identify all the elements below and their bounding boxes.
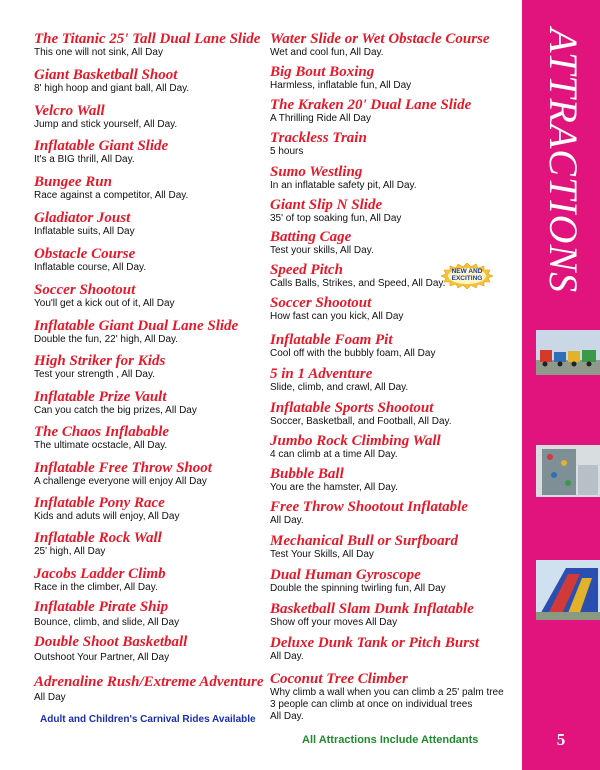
attraction-description: Test Your Skills, All Day: [270, 549, 374, 560]
attraction-item: [270, 400, 510, 428]
attraction-item: [34, 566, 266, 594]
attraction-description: Why climb a wall when you can climb a 25' palm tree: [270, 687, 504, 698]
attraction-item: [270, 130, 510, 158]
attraction-item: [270, 197, 510, 225]
attraction-title: Gladiator Joust: [34, 210, 131, 226]
badge-text: [441, 268, 493, 282]
attraction-title: The Chaos Inflabable: [34, 424, 170, 440]
attraction-description: Race against a competitor, All Day.: [34, 190, 189, 201]
attraction-description: Jump and stick yourself, All Day.: [34, 119, 178, 130]
sidebar-title: ATTRACTIONS: [541, 28, 586, 294]
slide-photo: [536, 560, 600, 620]
attraction-title: Trackless Train: [270, 130, 367, 146]
attraction-description: The ultimate ocstacle, All Day.: [34, 440, 168, 451]
attraction-item: [270, 499, 510, 527]
attraction-description: Double the fun, 22' high, All Day.: [34, 334, 179, 345]
attraction-title: Sumo Westling: [270, 164, 363, 180]
attraction-item: [270, 366, 510, 394]
page-number: 5: [556, 730, 566, 749]
attraction-description: Race in the climber, All Day.: [34, 582, 158, 593]
attraction-item: [34, 460, 266, 488]
attraction-title: Coconut Tree Climber: [270, 671, 408, 687]
attraction-title: The Kraken 20' Dual Lane Slide: [270, 97, 472, 113]
attraction-title: Giant Basketball Shoot: [34, 67, 178, 83]
attraction-title: Speed Pitch: [270, 262, 343, 278]
attraction-item: [34, 282, 266, 310]
attraction-title: Jumbo Rock Climbing Wall: [270, 433, 441, 449]
attraction-title: Inflatable Pony Race: [34, 495, 165, 511]
attraction-description: Inflatable course, All Day.: [34, 262, 147, 273]
sidebar: [522, 0, 600, 770]
attraction-description: Harmless, inflatable fun, All Day: [270, 80, 412, 91]
attraction-title: Free Throw Shootout Inflatable: [270, 499, 468, 515]
attraction-title: The Titanic 25' Tall Dual Lane Slide: [34, 31, 261, 47]
attraction-item: [34, 599, 266, 629]
attraction-title: Inflatable Rock Wall: [34, 530, 162, 546]
attraction-title: Bungee Run: [34, 174, 112, 190]
badge-line-2: EXCITING: [451, 275, 483, 282]
attraction-description: In an inflatable safety pit, All Day.: [270, 180, 417, 191]
attraction-item: [34, 138, 266, 166]
attraction-item: [270, 533, 510, 561]
attraction-item: [270, 433, 510, 461]
new-and-exciting-badge: [441, 263, 493, 289]
attraction-description: Test your strength , All Day.: [34, 369, 155, 380]
attraction-description: You'll get a kick out of it, All Day: [34, 298, 175, 309]
attraction-title: Inflatable Prize Vault: [34, 389, 167, 405]
attraction-description: Cool off with the bubbly foam, All Day: [270, 348, 436, 359]
attraction-description: 8' high hoop and giant ball, All Day.: [34, 83, 190, 94]
rock-wall-photo: [536, 445, 600, 497]
attraction-item: [34, 246, 266, 274]
attraction-title: Inflatable Giant Slide: [34, 138, 169, 154]
attraction-description: Outshoot Your Partner, All Day: [34, 652, 170, 663]
attraction-item: [270, 295, 510, 323]
attraction-description: Bounce, climb, and slide, All Day: [34, 617, 180, 628]
attraction-item: [270, 671, 510, 723]
attraction-description: All Day.: [270, 515, 304, 526]
attraction-item: [34, 634, 266, 664]
attraction-title: 5 in 1 Adventure: [270, 366, 373, 382]
attraction-title: Inflatable Free Throw Shoot: [34, 460, 212, 476]
attraction-description: How fast can you kick, All Day: [270, 311, 404, 322]
attraction-description: All Day.: [270, 651, 304, 662]
attraction-title: Inflatable Pirate Ship: [34, 599, 169, 615]
attraction-title: Water Slide or Wet Obstacle Course: [270, 31, 490, 47]
attraction-description: Kids and aduts will enjoy, All Day: [34, 511, 180, 522]
attraction-description: Soccer, Basketball, and Football, All Day.: [270, 416, 452, 427]
attraction-description: Inflatable suits, All Day: [34, 226, 135, 237]
attraction-item: [34, 174, 266, 202]
attraction-item: [270, 64, 510, 92]
attraction-description: Show off your moves All Day: [270, 617, 398, 628]
attraction-description: Calls Balls, Strikes, and Speed, All Day.: [270, 278, 446, 289]
badge-line-1: NEW AND: [451, 268, 483, 275]
attraction-item: [270, 229, 510, 257]
attraction-title: Inflatable Foam Pit: [270, 332, 393, 348]
attraction-title: Inflatable Sports Shootout: [270, 400, 434, 416]
attraction-item: [34, 353, 266, 381]
attraction-description: 25' high, All Day: [34, 546, 106, 557]
attraction-description: A Thrilling Ride All Day: [270, 113, 371, 124]
attraction-item: [270, 567, 510, 595]
attraction-item: [34, 210, 266, 238]
attraction-item: [34, 674, 266, 704]
attraction-description: Slide, climb, and crawl, All Day.: [270, 382, 409, 393]
attraction-item: [270, 466, 510, 494]
attraction-description: Can you catch the big prizes, All Day: [34, 405, 197, 416]
attraction-description: 35' of top soaking fun, All Day: [270, 213, 402, 224]
attraction-title: High Striker for Kids: [34, 353, 166, 369]
attraction-item: [34, 67, 266, 95]
attraction-description: You are the hamster, All Day.: [270, 482, 398, 493]
attraction-title: Mechanical Bull or Surfboard: [270, 533, 458, 549]
attraction-item: [34, 318, 266, 346]
attraction-item: [270, 164, 510, 192]
attraction-item: [270, 635, 510, 663]
attraction-item: [270, 332, 510, 360]
attraction-title: Basketball Slam Dunk Inflatable: [270, 601, 474, 617]
attraction-item: [34, 389, 266, 417]
attraction-item: [34, 31, 266, 59]
attraction-description: 4 can climb at a time All Day.: [270, 449, 398, 460]
attraction-description: Wet and cool fun, All Day.: [270, 47, 384, 58]
attraction-description: 5 hours: [270, 146, 304, 157]
attraction-title: Velcro Wall: [34, 103, 105, 119]
attraction-title: Soccer Shootout: [34, 282, 136, 298]
attraction-description: It's a BIG thrill, All Day.: [34, 154, 135, 165]
attraction-item: [270, 601, 510, 629]
attraction-description: All Day: [34, 692, 66, 703]
attraction-item: [34, 103, 266, 131]
carnival-rides-note: Adult and Children's Carnival Rides Available: [40, 714, 256, 725]
attraction-item: [34, 424, 266, 452]
attraction-item: [270, 31, 510, 59]
attraction-title: Adrenaline Rush/Extreme Adventure: [34, 674, 264, 690]
attraction-description: This one will not sink, All Day: [34, 47, 163, 58]
attraction-item: [34, 495, 266, 523]
attraction-description: Double the spinning twirling fun, All Day: [270, 583, 446, 594]
attendants-note: All Attractions Include Attendants: [302, 734, 479, 746]
train-photo: [536, 330, 600, 375]
attraction-title: Double Shoot Basketball: [34, 634, 188, 650]
attraction-description: A challenge everyone will enjoy All Day: [34, 476, 207, 487]
attraction-description-line2: 3 people can climb at once on individual trees: [270, 699, 473, 710]
attraction-description: Test your skills, All Day.: [270, 245, 374, 256]
attraction-title: Jacobs Ladder Climb: [34, 566, 166, 582]
attraction-title: Obstacle Course: [34, 246, 136, 262]
attraction-title: Giant Slip N Slide: [270, 197, 383, 213]
attraction-title: Bubble Ball: [270, 466, 344, 482]
attraction-title: Batting Cage: [270, 229, 352, 245]
attraction-title: Dual Human Gyroscope: [270, 567, 421, 583]
attraction-description-line3: All Day.: [270, 711, 304, 722]
attraction-item: [34, 530, 266, 558]
attraction-item: [270, 97, 510, 125]
attraction-title: Deluxe Dunk Tank or Pitch Burst: [270, 635, 480, 651]
attraction-title: Big Bout Boxing: [270, 64, 375, 80]
attraction-title: Inflatable Giant Dual Lane Slide: [34, 318, 239, 334]
attraction-title: Soccer Shootout: [270, 295, 372, 311]
